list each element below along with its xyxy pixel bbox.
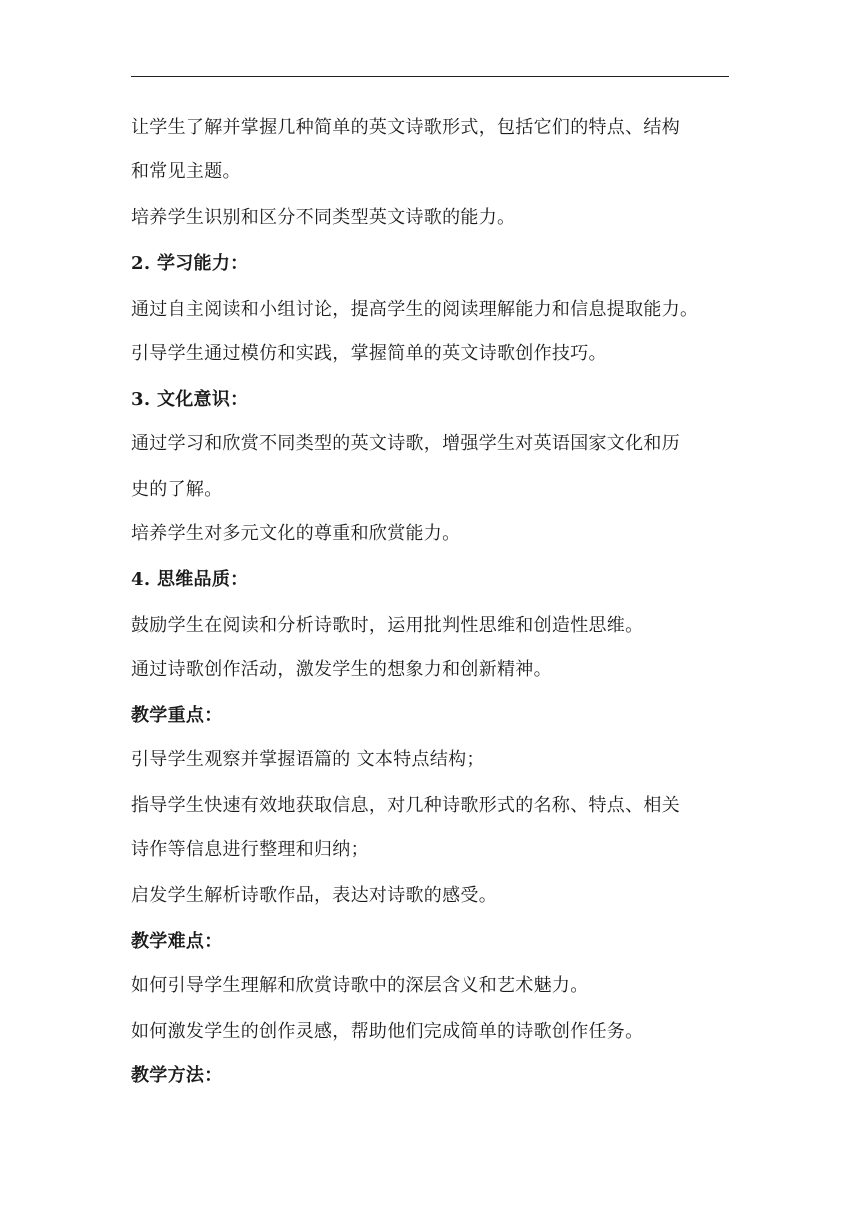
body-line-20: 如何引导学生理解和欣赏诗歌中的深层含义和艺术魅力。 [131,975,589,996]
body-line-17: 诗作等信息进行整理和归纳； [131,839,369,860]
body-line-9: 史的了解。 [131,479,223,500]
body-line-3: 培养学生识别和区分不同类型英文诗歌的能力。 [131,207,516,228]
section-heading-learning-ability: 2. 学习能力： [131,253,249,274]
body-line-13: 通过诗歌创作活动，激发学生的想象力和创新精神。 [131,659,552,680]
body-line-21: 如何激发学生的创作灵感，帮助他们完成简单的诗歌创作任务。 [131,1021,644,1042]
body-line-6: 引导学生通过模仿和实践，掌握简单的英文诗歌创作技巧。 [131,343,607,364]
body-line-10: 培养学生对多元文化的尊重和欣赏能力。 [131,523,461,544]
body-line-16: 指导学生快速有效地获取信息，对几种诗歌形式的名称、特点、相关 [131,795,680,816]
body-line-1: 让学生了解并掌握几种简单的英文诗歌形式，包括它们的特点、结构 [131,117,680,138]
section-heading-teaching-focus: 教学重点： [131,705,223,726]
body-line-12: 鼓励学生在阅读和分析诗歌时，运用批判性思维和创造性思维。 [131,615,644,636]
section-heading-cultural-awareness: 3. 文化意识： [131,389,249,410]
body-line-2: 和常见主题。 [131,161,241,182]
body-line-18: 启发学生解析诗歌作品，表达对诗歌的感受。 [131,885,497,906]
body-line-15: 引导学生观察并掌握语篇的 文本特点结构； [131,749,485,770]
body-line-8: 通过学习和欣赏不同类型的英文诗歌，增强学生对英语国家文化和历 [131,433,680,454]
section-heading-teaching-method: 教学方法： [131,1065,223,1086]
header-rule [131,76,729,77]
body-line-5: 通过自主阅读和小组讨论，提高学生的阅读理解能力和信息提取能力。 [131,299,699,320]
section-heading-thinking-quality: 4. 思维品质： [131,569,249,590]
section-heading-teaching-difficulty: 教学难点： [131,931,223,952]
